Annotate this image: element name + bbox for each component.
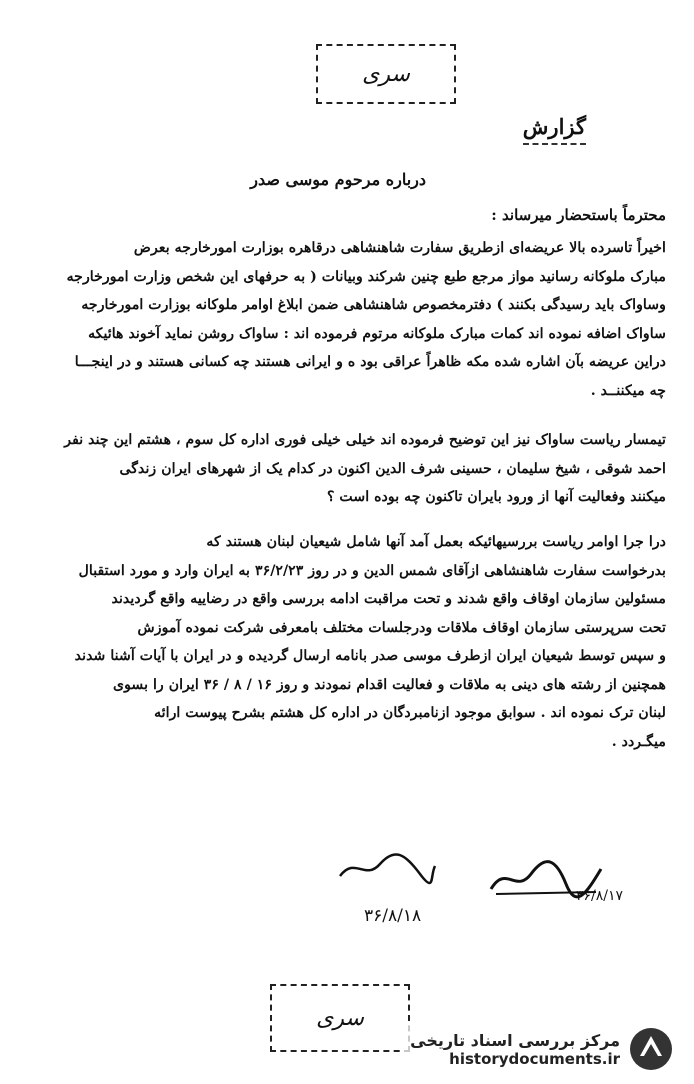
text-line: میگـردد . <box>611 733 666 750</box>
signature-left-date: ۳۶/۸/۱۸ <box>364 906 422 926</box>
archive-logo-icon <box>628 1026 674 1072</box>
paragraph-3 <box>24 528 666 756</box>
text-line: لبنان ترک نموده اند . سوابق موجود ازنامبردگان در اداره کل هشتم بشرح پیوست ارائه <box>154 705 666 721</box>
text-line: دراین عریضه بآن اشاره شده مکه ظاهراً عراقی بود ه و ایرانی هستند چه کسانی هستند و در اینجـــا <box>74 354 666 370</box>
secret-stamp-bottom <box>270 984 410 1052</box>
text-line: همچنین از رشته های دینی به ملاقات و فعالیت اقدام نمودند و روز ۱۶ / ۸ / ۳۶ ایران را بسوی <box>112 676 666 693</box>
paragraph-1 <box>24 234 666 405</box>
text-line: بدرخواست سفارت شاهنشاهی ازآقای شمس الدین و در روز ۳۶/۲/۲۳ به ایران وارد و مورد استقبال <box>78 562 666 579</box>
signature-left <box>330 846 440 896</box>
watermark-url: historydocuments.ir <box>449 1049 620 1068</box>
text-line: درا جرا اوامر ریاست بررسیهائیکه بعمل آمد آنها شامل شیعیان لبنان هستند که <box>206 534 666 550</box>
text-line: میکنند وفعالیت آنها از ورود بایران تاکنون چه بوده است ؟ <box>326 489 666 505</box>
signature-right-date: ۳۶/۸/۱۷ <box>576 888 624 904</box>
text-line: مبارک ملوکانه رسانید مواز مرجع طبع چنین شرکند وبیانات ( به حرفهای این شخص وزارت امورخارجه <box>66 268 666 285</box>
text-line: اخیراً تاسرده بالا عریضه‌ای ازطریق سفارت شاهنشاهی درقاهره بوزارت امورخارجه بعرض <box>133 240 666 256</box>
text-line: وساواک باید رسیدگی بکنند ) دفترمخصوص شاهنشاهی ضمن ابلاغ اوامر ملوکانه بوزارت امورخارجه <box>81 297 666 313</box>
watermark <box>404 1024 680 1074</box>
secret-stamp-top <box>316 44 456 104</box>
text-line: مسئولین سازمان اوقاف واقع شدند و تحت مراقبت ادامه بررسی واقع در رضاییه واقع گردیدند <box>111 591 666 607</box>
report-subject: درباره مرحوم موسی صدر <box>250 170 426 189</box>
secret-stamp-top-text: سری <box>362 61 410 87</box>
paragraph-2 <box>24 426 666 512</box>
secret-stamp-bottom-text: سری <box>316 1005 364 1031</box>
report-title: گزارش <box>523 114 586 145</box>
text-line: احمد شوقی ، شیخ سلیمان ، حسینی شرف الدین اکنون در کدام یک از شهرهای ایران زندگی <box>119 460 666 477</box>
text-line: و سپس توسط شیعیان ایران ازطرف موسی صدر بانامه ارسال گردیده و در ایران با آیات آشنا شدند <box>74 648 666 664</box>
watermark-name: مرکز بررسی اسناد تاریخی <box>410 1030 620 1050</box>
text-line: چه میکننــد . <box>590 382 666 399</box>
text-line: تحت سرپرستی سازمان اوقاف ملاقات ودرجلسات مختلف بامعرفی شرکت نموده آموزش <box>137 619 666 636</box>
text-line: ساواک اضافه نموده اند کمات مبارک ملوکانه مرتوم فرموده اند : ساواک روشن نماید آخوند هائیکه <box>88 325 666 342</box>
text-line: تیمسار ریاست ساواک نیز این توضیح فرموده اند خیلی خیلی فوری اداره کل سوم ، هشتم این چند نفر <box>64 432 666 448</box>
salutation: محترماً باستحضار میرساند : <box>491 206 666 224</box>
watermark-text <box>410 1031 620 1068</box>
